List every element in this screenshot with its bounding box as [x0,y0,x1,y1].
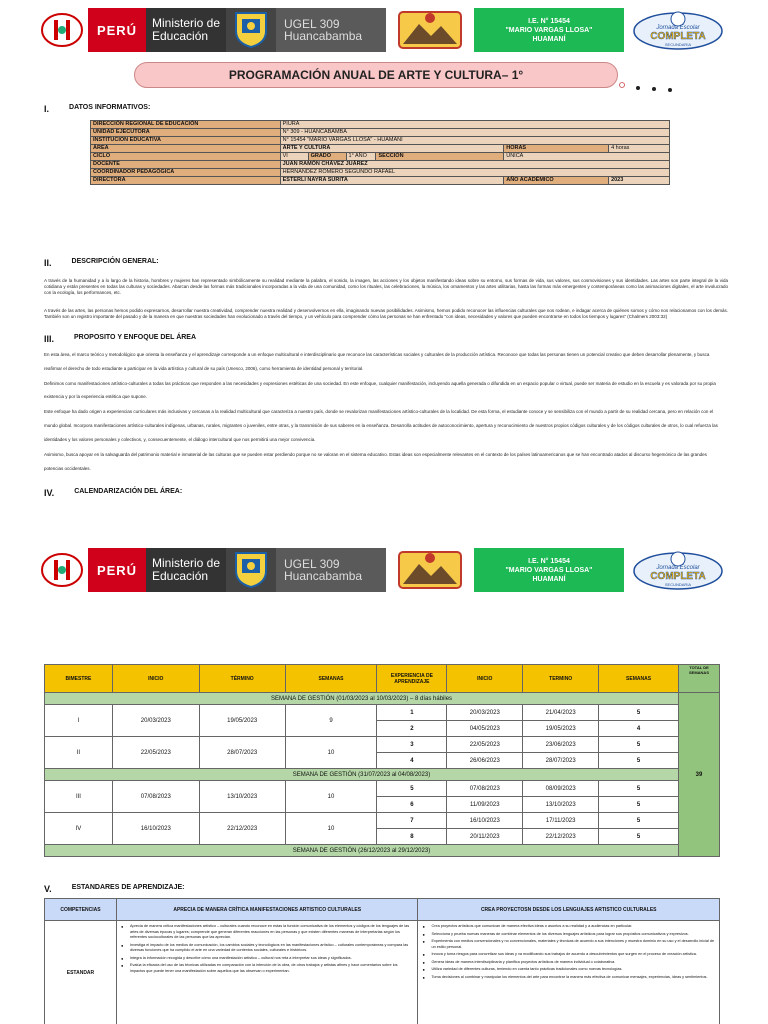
table-row: SEMANA DE GESTIÓN (26/12/2023 al 29/12/2023) [45,845,720,857]
table-header-row: BIMESTRE INICIO TÉRMINO SEMANAS EXPERIENCIA DE APRENDIZAJE INICIO TERMINO SEMANAS TOTAL DE SEMANAS [45,665,720,693]
list-item: ● Toma decisiones al combinar y manipular los elementos del arte para encontrar la manera más efectiva de comunicar mensajes, experiencias, ideas y sentimientos. [422,975,715,981]
table-row: DIRECTORA ESTERLI NAYRA SURITA AÑO ACADÉMICO 2023 [91,177,670,185]
list-item: ● Crea proyectos artísticos que comunican de manera efectiva ideas o asuntos a su realidad y a audiencias en particular. [422,924,715,930]
enfoque-line: Definimos como manifestaciones artístico-culturales a todas las prácticas que responden a las necesidades y expresiones estéticas de una sociedad. En este enfoque, cualquier manifestación, incluyendo aquella generada o difundida en un espacio popular o virtual, puede ser materia de estudio en la escuela y es valorada por su propia [44,381,716,386]
ie-label: I.E. N° 15454 "MARIO VARGAS LLOSA" HUAMANÍ [474,8,624,52]
section-datos: I. DATOS INFORMATIVOS: [44,104,151,114]
enfoque-line: En esta área, el marco teórico y metodológico que orienta la enseñanza y el aprendizaje corresponde a un enfoque multicultural e interdisciplinario que reconoce las características sociales y culturales de la producción artística. Reconoce que todas las personas tienen un potencial creativo que deben desarrollar plenamente, y busca [44,352,710,357]
list-item: ● Integra la información recogida y describe cómo una manifestación artístico – cultural nos reta a interpretar sus ideas y significados. [121,956,414,962]
desc-paragraph-2: A través de las artes, las personas hemos podido expresarnos, desarrollar nuestra creatividad, comprender nuestra realidad y desenvolvernos en ella, imaginando nuevas posibilidades. Asimismo, hemos podido reconocer las influencias culturales que nos rodean, e indagar acerca de quiénes somos y cómo nos relacionamos con los demás. También son un registro importante del pasado y de la manera en que nuestras sociedades han evolucionado a través del tiempo, y un vehículo para comprender cómo las personas se han enfrentado "con ideas, necesidades y valores que pueden encontrarse en todos los tiempos y lugares" (Chalmers 2003:32) [44,308,728,319]
ugel-shield-icon [226,548,276,592]
desc-paragraph-1: A través de la humanidad y a lo largo de la historia, hombres y mujeres han representado simbólicamente su realidad mediante la palabra, el sonido, la imagen, las acciones y los objetos manifestando ideas sobre su entorno, sus formas de vida, sus valores, sus cosmovisiones y sus identidades. Las artes son parte integral de la vida cotidiana y están presentes en todas las culturas y sociedades. Abarcan desde las formas más tradicionales incorporadas a la vida de una comunidad, como los rituales, las celebraciones, la música, los ornamentos y las artes utilitarias, hasta las formas más emergentes y contemporáneas como las animaciones digitales, el arte involucrado con la ecología, los performances, etc. [44,278,728,295]
table-row: SEMANA DE GESTIÓN (01/03/2023 al 10/03/2023) – 8 días hábiles 39 [45,693,720,705]
enfoque-line: potencias occidentales. [44,466,91,471]
document-title: PROGRAMACIÓN ANUAL DE ARTE Y CULTURA– 1° [134,62,618,88]
competence-1-list [117,921,418,979]
enfoque-line: existencia y por la experiencia estética que supone. [44,394,148,399]
svg-text:COMPLETA: COMPLETA [650,571,706,582]
table-row: DOCENTE JUAN RAMÓN CHÁVEZ JUÁREZ [91,161,670,169]
list-item: ● Genera ideas de manera interdisciplinaria y planifica proyectos artísticos de manera individual o colaborativa. [422,960,715,966]
total-semanas: 39 [678,693,719,857]
list-item: ● Experimenta con medios convencionales y no convencionales, materiales y técnicas de acuerdo a sus intenciones y muestra dominio en su uso y el desarrollo inicial de un estilo personal. [422,939,715,950]
table-row: UNIDAD EJECUTORA N° 309 - HUANCABAMBA [91,129,670,137]
table-row: SEMANA DE GESTIÓN (31/07/2023 al 04/08/2023) [45,769,720,781]
table-header-row: COMPETENCIAS APRECIA DE MANERA CRÍTICA MANIFESTACIONES ARTISTICO CULTURALES CREA PROYECTOSN DESDE LOS LENGUAJES ARTISTICO CULTURALES [45,899,720,921]
enfoque-line: Asimismo, busca apoyar en la salvaguarda del patrimonio material e inmaterial de las culturas que se pueden estar perdiendo porque no se valoran en el sistema educativo. Estas ideas son especialmente relevantes en el contexto de los países latinoamericanos que se han encontrado atados al discurso hegemónico de las grandes [44,452,707,457]
peru-seal [36,548,88,592]
competence-2-list [418,921,719,985]
table-row: ÁREA ARTE Y CULTURA HORAS 4 horas [91,145,670,153]
list-item: ● Selecciona y prueba nuevas maneras de combinar elementos de los diversos lenguajes artísticos para lograr sus propósitos comunicativos y expresivos. [422,932,715,938]
peru-label: PERÚ [88,548,146,592]
table-row: 8 20/11/2023 22/12/2023 5 [45,829,720,845]
table-row: 2 04/05/2023 19/05/2023 4 [45,721,720,737]
ministerio-label: Ministerio de Educación [146,548,226,592]
datos-table [90,120,670,185]
list-item: ● Innova y toma riesgos para concretizar sus ideas y va modificando sus trabajos de acuerdo a descubrimientos que surgen en el proceso de creación artística. [422,952,715,958]
enfoque-line: mundo global. Incorpora manifestaciones artístico-culturales indígenas, urbanas, rurales, migrantes o juveniles, entre otras, y la transmisión de sus saberes en la enseñanza. Desarrolla actitudes de autoconocimiento, apertura y reconocimiento de nuestros propios códigos culturales y de los códigos culturales de otros, lo cual refuerza las [44,423,718,428]
list-item: ● Investiga el impacto de los medios de comunicación, los cambios sociales y tecnológicos en las manifestaciones artístico – culturales contemporáneas y compara las diversas funciones que ha cumplido el arte en una variedad de contextos sociales, culturales e históricos. [121,943,414,954]
table-row: INSTITUCION EDUCATIVA N° 15454 "MARIO VARGAS LLOSA" - HUAMANI [91,137,670,145]
svg-text:COMPLETA: COMPLETA [650,31,706,42]
calendar-table [44,664,720,857]
table-row: 6 11/09/2023 13/10/2023 5 [45,797,720,813]
list-item: ● Evalúa la eficacia del uso de las técnicas utilizadas en comparación con la intención de la obra, de otros trabajos y artistas afines y hace comentarios sobre los impactos que puede tener una manifestación sobre aquellos que las observan o experimentan. [121,963,414,974]
table-row: I 20/03/2023 19/05/2023 9 1 20/03/2023 21/04/2023 5 [45,705,720,721]
ie-label: I.E. N° 15454 "MARIO VARGAS LLOSA" HUAMANÍ [474,548,624,592]
institutional-header [36,548,732,592]
table-row: III 07/08/2023 13/10/2023 10 5 07/08/2023 08/09/2023 5 [45,781,720,797]
table-row: COORDINADOR PEDAGÓGICA HERNANDEZ ROMERO SEGUNDO RAFAEL [91,169,670,177]
svg-text:Jornada Escolar: Jornada Escolar [656,565,700,571]
enfoque-line: reafirmar el derecho de todo estudiante a participar en la vida artística y cultural de su país (Unesco, 2006), como herramienta de identidad personal y territorial. [44,366,364,371]
list-item: ● Utiliza variedad de diferentes culturas, teniendo en cuenta tanto prácticas tradicionales como nuevas tecnologías. [422,967,715,973]
jec-logo [624,8,732,52]
institutional-header [36,8,732,52]
standards-table [44,898,720,1024]
svg-text:SECUNDARIA: SECUNDARIA [664,582,692,587]
ugel-label: UGEL 309 Huancabamba [276,8,386,52]
section-calendarizacion: IV. CALENDARIZACIÓN DEL ÁREA: [44,488,183,498]
school-emblem-icon [386,548,474,592]
table-row: IV 16/10/2023 22/12/2023 10 7 16/10/2023 17/11/2023 5 [45,813,720,829]
svg-text:Jornada Escolar: Jornada Escolar [656,25,700,31]
cloud-dots-decoration [618,80,678,94]
section-descripcion: II. DESCRIPCIÓN GENERAL: [44,258,159,268]
table-row: CICLO VI GRADO 1° AÑO SECCIÓN ÚNICA [91,153,670,161]
jec-logo [624,548,732,592]
list-item: ● Aprecia de manera crítica manifestaciones artístico – culturales cuando reconoce en estas la función comunicativa de los elementos y códigos de los lenguajes de las artes de diversas épocas y lugares; comprende que generan diferentes reacciones en las personas y que existen diferentes maneras de interpretarlas según los referentes socioculturales de las personas que las aprecian. [121,924,414,941]
section-estandares: V. ESTANDARES DE APRENDIZAJE: [44,884,185,894]
ugel-label: UGEL 309 Huancabamba [276,548,386,592]
enfoque-line: identidades y los valores personales y colectivos, y, consecuentemente, el diálogo intercultural que nos permitirá una mejor convivencia. [44,437,316,442]
section-proposito: III. PROPOSITO Y ENFOQUE DEL ÁREA [44,334,197,344]
ministerio-label: Ministerio de Educación [146,8,226,52]
table-row: ESTANDAR ● Aprecia de manera crítica manifestaciones artístico – culturales cuando reconoce en estas la función comunicativa de los elementos y códigos de los lenguajes de las artes de diversas épocas y lugares; comprende que generan diferentes reacciones en las personas y que existen diferentes maneras de interpretarlas según los referentes socioculturales de las personas que las aprecian. ● Investiga el impacto de los medios de comunicación, los cambios sociales y tecnológicos en las manifestaciones artístico – culturales contemporáneas y compara las diversas funciones que ha cumplido el arte en una variedad de contextos sociales, culturales e históricos. ● Integra la información recogida y describe cómo una manifestación artístico – cultural nos reta a interpretar sus ideas y significados. ● Evalúa la eficacia del uso de las técnicas utilizadas en comparación con la intención de la obra, de otros trabajos y artistas afines y hace comentarios sobre los impactos que puede tener una manifestación sobre aquellos que las observan o experimentan. ● Crea proyectos artísticos que comunican de manera efectiva ideas o asuntos a su realidad y a audiencias en particular. ● Selecciona y prueba nuevas maneras de combinar elementos de los diversos lenguajes artísticos para lograr sus propósitos comunicativos y expresivos. ● Experimenta con medios convencionales y no convencionales, materiales y técnicas de acuerdo a sus intenciones y muestra dominio en su uso y el desarrollo inicial de un estilo personal. ● Innova y toma riesgos para concretizar sus ideas y va modificando sus trabajos de acuerdo a descubrimientos que surgen en el proceso de creación artística. ● Genera ideas de manera interdisciplinaria y planifica proyectos artísticos de manera individual o colaborativa. ● Utiliza variedad de diferentes culturas, teniendo en cuenta tanto prácticas tradicionales como nuevas tecnologías. ● Toma decisiones al combinar y manipular los elementos del arte para encontrar la manera más efectiva de comunicar mensajes, experiencias, ideas y sentimientos. [45,921,720,1024]
svg-text:SECUNDARIA: SECUNDARIA [664,42,692,47]
table-row: DIRECCIÓN REGIONAL DE EDUCACIÓN PIURA [91,121,670,129]
peru-seal [36,8,88,52]
peru-label: PERÚ [88,8,146,52]
enfoque-line: Este enfoque ha dado origen a experiencias curriculares más inclusivas y cercanas a la realidad multicultural que caracteriza a nuestro país, donde se revalorizan manifestaciones artístico-culturales de la localidad. De esta forma, el estudiante conoce y se sensibiliza con el mundo a partir de su realidad cercana, pero en relación con el [44,409,714,414]
table-row: 4 26/06/2023 28/07/2023 5 [45,753,720,769]
school-emblem-icon [386,8,474,52]
table-row: II 22/05/2023 28/07/2023 10 3 22/05/2023 23/06/2023 5 [45,737,720,753]
ugel-shield-icon [226,8,276,52]
